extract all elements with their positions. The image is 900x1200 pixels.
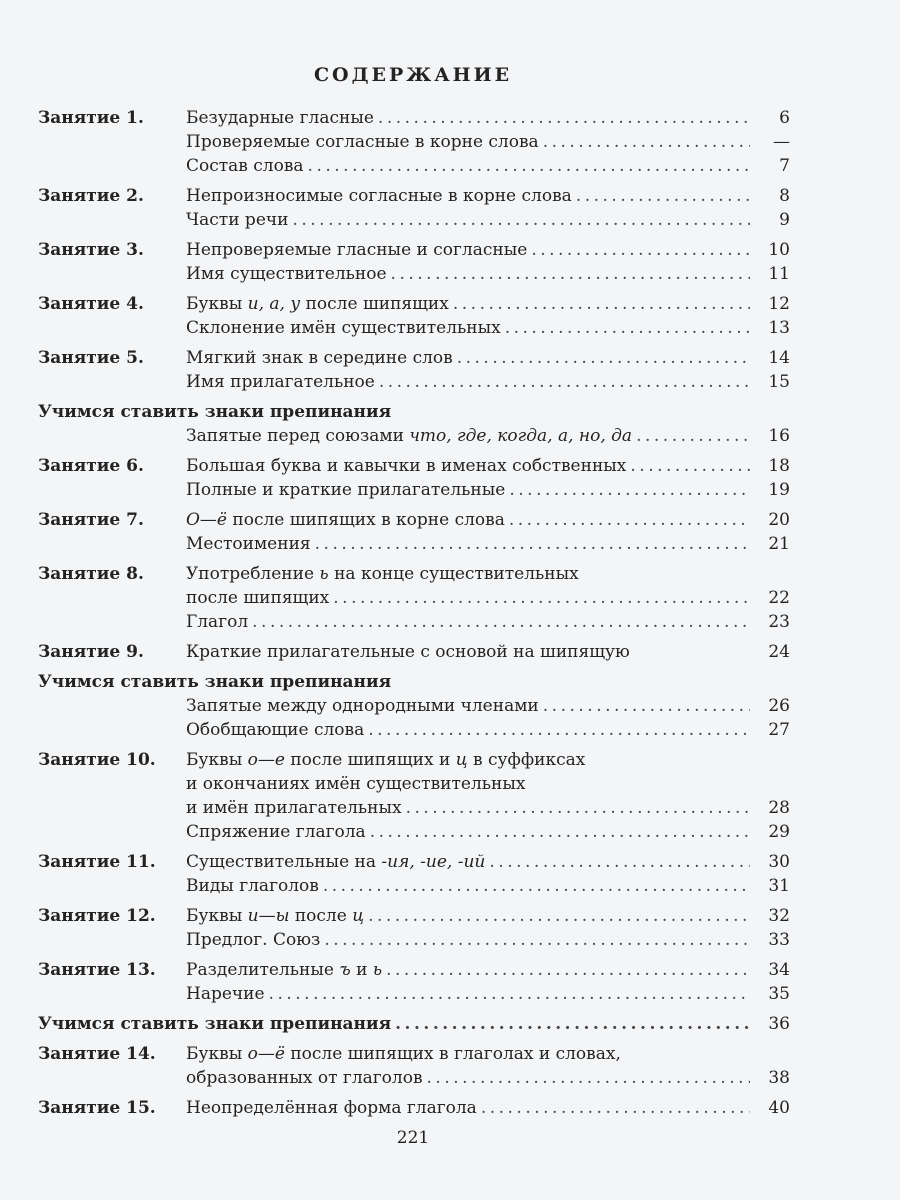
page-ref: 33 [768,930,790,950]
toc-entry [38,154,790,178]
entry-body [186,562,750,586]
entry-title [186,478,509,502]
page-ref: 15 [768,372,790,392]
lesson-block [38,958,790,1006]
entry-title [186,106,378,130]
toc-entry [38,532,790,556]
toc-entry [38,718,790,742]
entry-text: Обобщающие слова [186,720,365,740]
entry-title [186,1042,625,1066]
toc-entry [38,982,790,1006]
entry-body [186,820,750,844]
entry-title [186,850,489,874]
dot-leader [543,130,750,154]
entry-body [186,796,750,820]
dot-leader [308,154,750,178]
page-ref: 23 [768,612,790,632]
page-ref: 12 [768,294,790,314]
toc-entry [38,1096,790,1120]
entry-body [186,1066,750,1090]
entry-text: и, а, у [247,294,301,314]
dot-leader [481,1096,750,1120]
toc-entry [38,820,790,844]
dot-leader [315,532,750,556]
entry-text: после шипящих [300,294,449,314]
entry-body [186,640,750,664]
page-ref: 36 [768,1014,790,1034]
toc-entry [38,874,790,898]
entry-text: Непроизносимые согласные в корне слова [186,186,572,206]
page-ref: 13 [768,318,790,338]
entry-text: Предлог. Союз [186,930,321,950]
page-ref: 32 [768,906,790,926]
entry-text: Имя существительное [186,264,387,284]
dot-leader [576,184,750,208]
dot-leader [370,820,750,844]
toc-entry [38,904,790,928]
entry-title [186,748,589,772]
page-title: СОДЕРЖАНИЕ [313,64,513,86]
entry-text: образованных от глаголов [186,1068,423,1088]
dot-leader [292,208,750,232]
entry-body [186,1096,750,1120]
page-ref: 34 [768,960,790,980]
dot-leader [509,478,750,502]
section-heading-label: Учимся ставить знаки препинания [38,402,392,422]
toc-entry [38,508,790,532]
entry-body [186,184,750,208]
entry-title [186,424,636,448]
entry-text: о—е [247,750,285,770]
entry-text: Краткие прилагательные с основой на шипящую [186,642,630,662]
lesson-block [38,850,790,898]
page-ref: 22 [768,588,790,608]
lesson-label: Занятие 12. [38,906,156,926]
page-ref: 10 [768,240,790,260]
toc-entry [38,424,790,448]
dot-leader [252,610,750,634]
lesson-block [38,562,790,634]
entry-text: ъ [339,960,351,980]
entry-title [186,772,529,796]
dot-leader [368,718,750,742]
lesson-block [38,346,790,394]
section-heading-block [38,400,790,448]
entry-text: после шипящих [186,588,330,608]
toc-entry [38,238,790,262]
entry-body [186,610,750,634]
section-heading [38,400,790,424]
entry-body [186,508,750,532]
page-ref: 40 [768,1098,790,1118]
entry-text: Глагол [186,612,249,632]
page-ref: 28 [768,798,790,818]
entry-text: Полные и краткие прилагательные [186,480,506,500]
entry-body [186,694,750,718]
lesson-label: Занятие 8. [38,564,144,584]
toc-entry [38,694,790,718]
entry-body [186,316,750,340]
entry-text: Склонение имён существительных [186,318,501,338]
dot-leader [543,694,750,718]
entry-title [186,586,333,610]
entry-text: после [289,906,353,926]
entry-title [186,262,391,286]
entry-text: Разделительные [186,960,340,980]
entry-body [186,454,750,478]
page-ref: 31 [768,876,790,896]
entry-text: -ия, -ие, -ий [381,852,486,872]
page-ref: 18 [768,456,790,476]
dot-leader [636,424,750,448]
toc-entry [38,958,790,982]
entry-body [186,1042,750,1066]
entry-text: и окончаниях имён существительных [186,774,526,794]
dot-leader [386,958,750,982]
entry-body [186,130,750,154]
lesson-block [38,748,790,844]
entry-text: Местоимения [186,534,311,554]
entry-title [186,982,269,1006]
entry-text: на конце существительных [328,564,579,584]
section-heading-block [38,670,790,742]
section-heading [38,1012,790,1036]
entry-title [186,904,368,928]
toc-entry [38,454,790,478]
toc-entry [38,316,790,340]
lesson-label: Занятие 15. [38,1098,156,1118]
page-ref: 38 [768,1068,790,1088]
entry-title [186,562,583,586]
dot-leader [457,346,750,370]
entry-body [186,424,750,448]
page-ref: 27 [768,720,790,740]
entry-body [186,718,750,742]
toc-entry [38,130,790,154]
entry-body [186,346,750,370]
entry-body [186,154,750,178]
dot-leader [391,262,750,286]
table-of-contents [38,106,790,1126]
entry-title [186,1096,481,1120]
lesson-block [38,508,790,556]
entry-text: в суффиксах [467,750,586,770]
section-heading [38,670,790,694]
entry-title [186,346,457,370]
entry-text: Наречие [186,984,265,1004]
page-ref: 6 [779,108,790,128]
lesson-block [38,640,790,664]
entry-title [186,928,324,952]
entry-text: О—ё [186,510,227,530]
lesson-label: Занятие 6. [38,456,144,476]
lesson-block [38,1096,790,1120]
entry-text: после шипящих в глаголах и словах, [284,1044,621,1064]
section-heading-block [38,1012,790,1036]
toc-entry [38,610,790,634]
toc-entry [38,772,790,796]
dot-leader [324,928,750,952]
dot-leader [505,316,750,340]
toc-entry [38,640,790,664]
entry-title [186,694,543,718]
dot-leader [630,454,750,478]
toc-entry [38,478,790,502]
lesson-label: Занятие 13. [38,960,156,980]
dot-leader [333,586,750,610]
entry-text: Виды глаголов [186,876,319,896]
page-ref: 21 [768,534,790,554]
page-ref: — [773,132,790,152]
lesson-label: Занятие 1. [38,108,144,128]
entry-title [186,208,292,232]
entry-text: и [350,960,373,980]
entry-text: Запятые перед союзами [186,426,410,446]
entry-title [186,610,252,634]
entry-title [186,820,370,844]
toc-entry [38,184,790,208]
toc-entry [38,796,790,820]
entry-text: Запятые между однородными членами [186,696,539,716]
entry-text: и имён прилагательных [186,798,402,818]
entry-text: Проверяемые согласные в корне слова [186,132,539,152]
entry-body [186,478,750,502]
lesson-label: Занятие 14. [38,1044,156,1064]
toc-entry [38,346,790,370]
dot-leader [509,508,750,532]
lesson-label: Занятие 2. [38,186,144,206]
lesson-label: Занятие 4. [38,294,144,314]
page-ref: 19 [768,480,790,500]
entry-title [186,154,308,178]
entry-text: Буквы [186,750,248,770]
page-number: 221 [396,1128,430,1148]
toc-entry [38,1066,790,1090]
entry-text: Мягкий знак в середине слов [186,348,453,368]
dot-leader [269,982,750,1006]
entry-body [186,532,750,556]
entry-text: Части речи [186,210,289,230]
entry-body [186,208,750,232]
entry-title [186,958,386,982]
entry-text: после шипящих и [284,750,456,770]
entry-title [186,718,368,742]
toc-entry [38,106,790,130]
entry-body [186,262,750,286]
lesson-label: Занятие 3. [38,240,144,260]
entry-title [186,640,634,664]
entry-body [186,292,750,316]
lesson-label: Занятие 9. [38,642,144,662]
entry-title [186,316,505,340]
entry-title [186,874,323,898]
entry-text: что, где, когда, а, но, да [409,426,633,446]
dot-leader [453,292,750,316]
entry-title [186,292,453,316]
entry-title [186,796,406,820]
lesson-block [38,454,790,502]
section-heading-label: Учимся ставить знаки препинания [38,672,392,692]
entry-body [186,904,750,928]
entry-body [186,106,750,130]
dot-leader [531,238,750,262]
entry-body [186,874,750,898]
entry-title [186,1066,427,1090]
entry-text: Безударные гласные [186,108,374,128]
entry-body [186,958,750,982]
lesson-block [38,1042,790,1090]
entry-title [186,454,630,478]
entry-text: ь [372,960,383,980]
dot-leader [323,874,750,898]
entry-body [186,850,750,874]
dot-leader [489,850,750,874]
entry-text: ь [319,564,329,584]
entry-body [186,238,750,262]
lesson-label: Занятие 11. [38,852,156,872]
entry-text: Буквы [186,906,248,926]
entry-text: и—ы [247,906,290,926]
page-ref: 26 [768,696,790,716]
page-ref: 7 [779,156,790,176]
lesson-block [38,106,790,178]
lesson-label: Занятие 10. [38,750,156,770]
entry-body [186,928,750,952]
page-ref: 20 [768,510,790,530]
page-ref: 8 [779,186,790,206]
entry-text: Большая буква и кавычки в именах собственных [186,456,627,476]
page-ref: 9 [779,210,790,230]
section-heading-label: Учимся ставить знаки препинания [38,1014,392,1034]
lesson-label: Занятие 7. [38,510,144,530]
entry-title [186,184,576,208]
lesson-block [38,184,790,232]
toc-entry [38,850,790,874]
lesson-block [38,238,790,286]
toc-entry [38,748,790,772]
dot-leader [406,796,750,820]
toc-entry [38,586,790,610]
lesson-label: Занятие 5. [38,348,144,368]
entry-text: после шипящих в корне слова [227,510,505,530]
entry-title [186,130,543,154]
entry-body [186,772,750,796]
entry-title [186,370,379,394]
page-ref: 16 [768,426,790,446]
entry-text: Употребление [186,564,320,584]
entry-text: Имя прилагательное [186,372,375,392]
lesson-block [38,904,790,952]
entry-text: Существительные на [186,852,382,872]
entry-body [186,370,750,394]
page-ref: 30 [768,852,790,872]
entry-text: Буквы [186,294,248,314]
entry-body [186,982,750,1006]
entry-body [186,586,750,610]
entry-text: Непроверяемые гласные и согласные [186,240,528,260]
dot-leader [378,106,750,130]
page-ref: 35 [768,984,790,1004]
lesson-block [38,292,790,340]
entry-title [186,508,509,532]
dot-leader [368,904,750,928]
entry-text: о—ё [247,1044,285,1064]
entry-title [186,532,315,556]
toc-entry [38,562,790,586]
dot-leader [379,370,750,394]
toc-entry [38,208,790,232]
entry-text: Спряжение глагола [186,822,366,842]
entry-text: ц [455,750,468,770]
dot-leader [395,1012,750,1036]
toc-entry [38,370,790,394]
page-ref: 11 [768,264,790,284]
page-ref: 29 [768,822,790,842]
entry-text: Буквы [186,1044,248,1064]
entry-text: Состав слова [186,156,304,176]
toc-entry [38,928,790,952]
dot-leader [427,1066,750,1090]
toc-entry [38,1042,790,1066]
entry-text: ц [352,906,365,926]
entry-title [186,238,531,262]
entry-body [186,748,750,772]
entry-text: Неопределённая форма глагола [186,1098,477,1118]
page-ref: 14 [768,348,790,368]
toc-entry [38,262,790,286]
page-ref: 24 [768,642,790,662]
toc-entry [38,292,790,316]
